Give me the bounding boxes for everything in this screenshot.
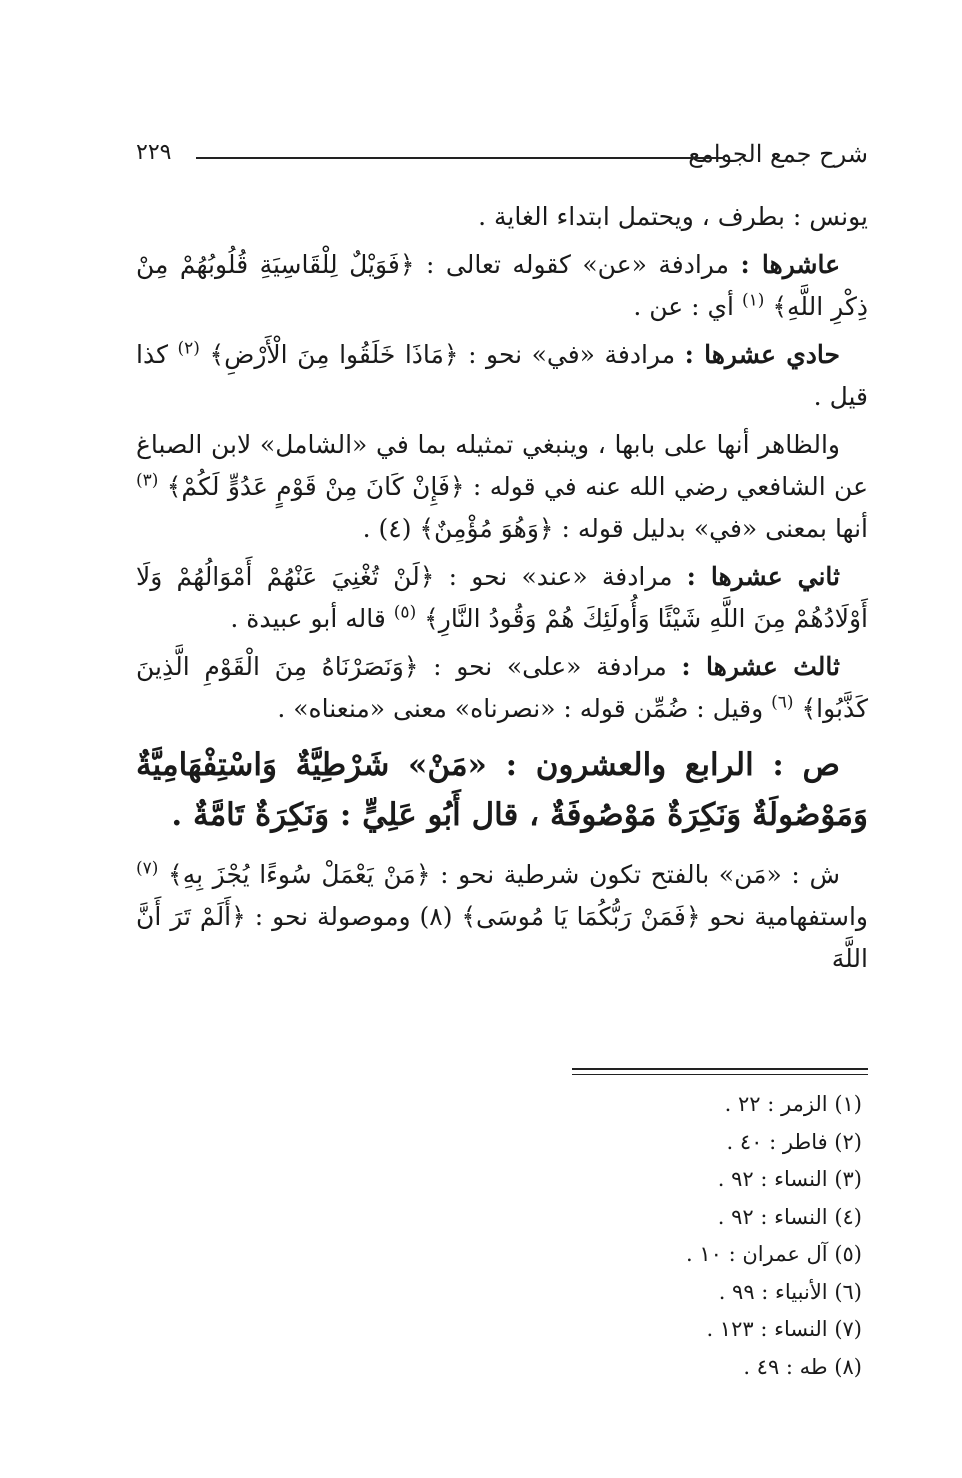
- footnote-separator: [572, 1068, 868, 1070]
- sharh-paragraph: [136, 854, 868, 980]
- footnote-8: (٨) طه : ٤٩ .: [743, 1354, 862, 1379]
- footnote-ref: (٥): [393, 602, 417, 623]
- page-number: ٢٢٩: [136, 140, 172, 165]
- paragraph-tail: أنها بمعنى «في» بدليل قوله : ﴿وَهُوَ مُؤْمِنٌ﴾ (٤) .: [362, 514, 868, 543]
- header-rule: [196, 157, 724, 159]
- paragraph-6: [136, 646, 868, 730]
- paragraph-1: [136, 196, 868, 238]
- footnote-4: (٤) النساء : ٩٢ .: [717, 1204, 862, 1229]
- paragraph-tail: كذا قيل .: [136, 340, 868, 411]
- footnote-ref: (٣): [136, 470, 159, 491]
- matn-text: ص : الرابع والعشرون : «مَنْ» شَرْطِيَّةٌ وَاسْتِفْهَامِيَّةٌ وَمَوْصُولَةٌ وَنَكِرَةٌ مَوْصُوفَةٌ ، قال أَبُو عَلِيٍّ : وَنَكِرَةٌ تَامَّةٌ .: [136, 747, 868, 833]
- paragraph-5: [136, 556, 868, 640]
- footnote-ref: (٦): [771, 692, 794, 713]
- page-header: [136, 136, 868, 176]
- paragraph-text: مرادفة «في» نحو : ﴿مَاذَا خَلَقُوا مِنَ الْأَرْضِ﴾: [209, 340, 685, 369]
- footnote-3: (٣) النساء : ٩٢ .: [717, 1167, 862, 1191]
- paragraph-tail: وقيل : ضُمِّن قوله : «نصرناه» معنى «منعناه» .: [277, 694, 772, 723]
- paragraph-lead: ثاني عشرها :: [686, 562, 841, 591]
- footnote-2: (٢) فاطر : ٤٠ .: [726, 1129, 862, 1154]
- paragraph-tail: أي : عن .: [633, 292, 742, 321]
- paragraph-lead: حادي عشرها :: [684, 340, 840, 369]
- paragraph-3: [136, 334, 868, 418]
- paragraph-tail: قاله أبو عبيدة .: [230, 604, 394, 633]
- main-text: [136, 196, 868, 986]
- paragraph-4: [136, 424, 868, 550]
- paragraph-lead: عاشرها :: [740, 250, 840, 279]
- footnote-ref: (٧): [136, 858, 159, 879]
- paragraph-tail: واستفهامية نحو ﴿فَمَنْ رَبُّكُمَا يَا مُوسَى﴾ (٨) وموصولة نحو : ﴿أَلَمْ تَرَ أَنَّ اللَّهَ: [136, 902, 868, 973]
- footnote-7: (٧) النساء : ١٢٣ .: [706, 1317, 862, 1341]
- paragraph-text: ش : «مَن» بالفتح تكون شرطية نحو : ﴿مَنْ يَعْمَلْ سُوءًا يُجْزَ بِهِ﴾: [168, 860, 840, 889]
- paragraph-text: يونس : بطرف ، ويحتمل ابتداء الغاية .: [478, 202, 868, 231]
- paragraph-text: مرادفة «عند» نحو : ﴿لَنْ تُغْنِيَ عَنْهُمْ أَمْوَالُهُمْ وَلَا أَوْلَادُهُمْ مِنَ اللَّهِ شَيْئًا وَأُولَئِكَ هُمْ وَقُودُ النَّارِ﴾: [136, 562, 868, 633]
- paragraph-2: [136, 244, 868, 328]
- footnote-1: (١) الزمر : ٢٢ .: [724, 1092, 862, 1116]
- paragraph-lead: ثالث عشرها :: [681, 652, 840, 681]
- footnotes: [462, 1086, 862, 1386]
- footnote-ref: (١): [741, 290, 765, 311]
- footnote-5: (٥) آل عمران : ١٠ .: [686, 1242, 862, 1266]
- paragraph-text: مرادفة «عن» كقوله تعالى : ﴿فَوَيْلٌ لِلْقَاسِيَةِ قُلُوبُهُمْ مِنْ ذِكْرِ اللَّهِ﴾: [136, 250, 868, 321]
- running-title: شرح جمع الجوامع: [688, 140, 868, 168]
- paragraph-text: مرادفة «على» نحو : ﴿وَنَصَرْنَاهُ مِنَ الْقَوْمِ الَّذِينَ كَذَّبُوا﴾: [136, 652, 868, 723]
- footnote-6: (٦) الأنبياء : ٩٩ .: [718, 1279, 862, 1304]
- paragraph-text: والظاهر أنها على بابها ، وينبغي تمثيله بما في «الشامل» لابن الصباغ عن الشافعي رضي الله عنه في قوله : ﴿فَإِنْ كَانَ مِنْ قَوْمٍ عَدُوٍّ لَكُمْ﴾: [136, 430, 868, 501]
- footnote-separator-thin: [572, 1074, 868, 1075]
- footnote-ref: (٢): [177, 338, 200, 359]
